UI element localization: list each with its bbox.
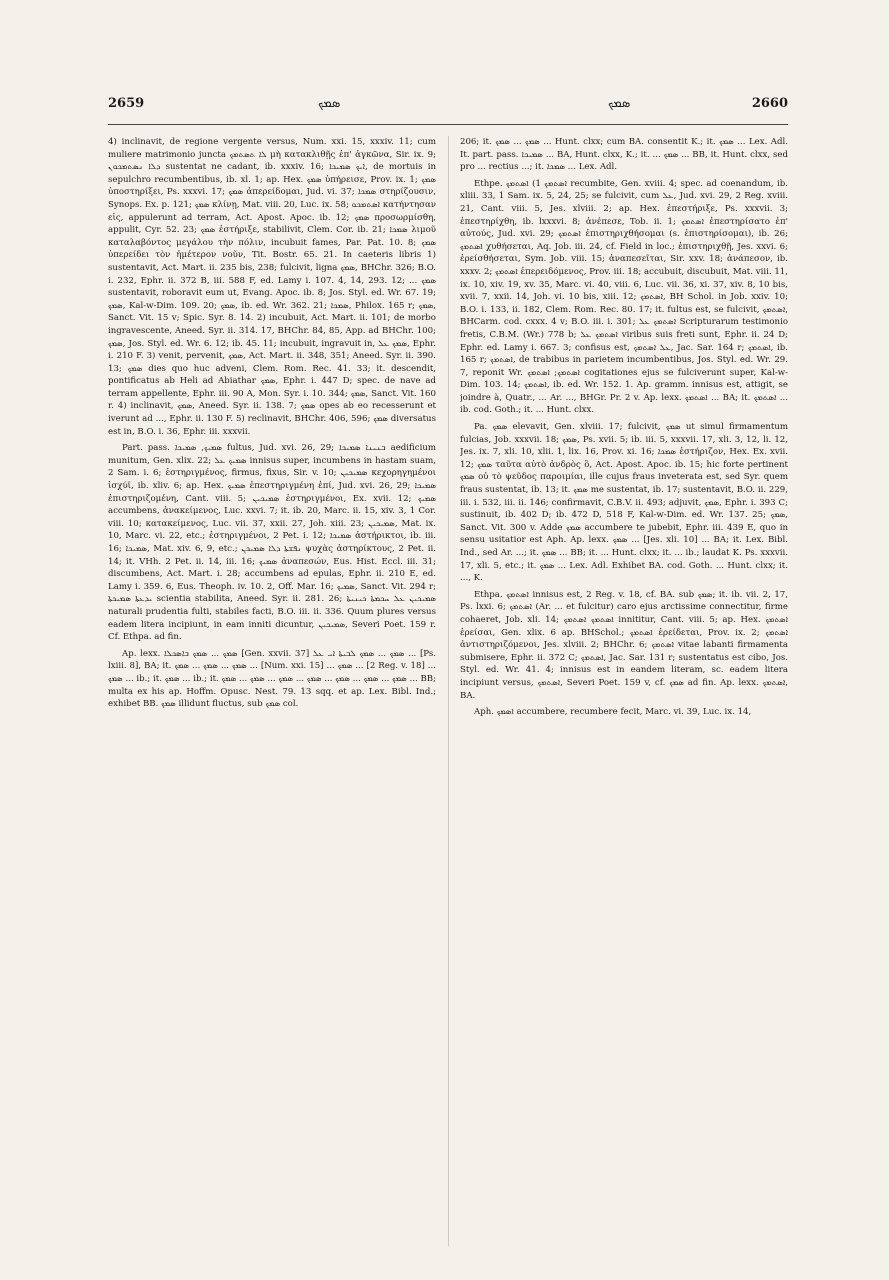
two-column-body xyxy=(108,136,788,1246)
left-column xyxy=(108,136,436,1246)
entry-paragraph: Ethpe. ܐܣܬܡܟ 1) ܐܣܬܡܟ recumbite, Gen. xviii. 4; spec. ad coenandum, ib. xliii. 33, 1 Sam. ix. 5, 24, 25; se fulcivit, cum ܥܠ, Jud. xvi. 29, 2 Reg. xviii. 21, Cant. viii. 5, Jes. xlviii. 2; ap. Hex. ἐπεστήριξε, Ps. xxxvii. 3; ἐπεστηρίχθη, ib. lxxxvi. 8; ἀνέπεσε, Tob. ii. 1; ܐܣܬܡܟ ἐπεστηρίσατο ἐπ' αὐτούς, Jud. xvi. 29; ܐܣܬܡܟ ἐπιστηριχθήσομαι (s. ἐπιστηρίσομαι), ib. 26; ܐܣܬܡܟ χυθήσεται, Aq. Job. iii. 24, cf. Field in loc.; ἐπιστηριχθῇ, Jes. xxvi. 6; ἐρείσθήσεται, Sym. Job. viii. 15; ἀναπεσεῖται, Sir. xxv. 18; ἀνάπεσον, ib. xxxv. 2; ܐܣܬܡܟ ἐπερειδόμενος, Prov. iii. 18; accubuit, discubuit, Mat. viii. 11, ix. 10, xiv. 19, xv. 35, Marc. vi. 40, viii. 6, Luc. vii. 36, xi. 37, xiv. 8, 10 bis, xvii. 7, xxii. 14, Joh. vi. 10 bis, xiii. 12; ܐܣܬܡܟ, BH Schol. in Job. xxiv. 10; B.O. i. 133, ii. 182, Clem. Rom. Rec. 80. 17; it. fultus est, se fulcivit, ܐܣܬܡܟ, BHCarm. cod. cxxx. 4 v; B.O. iii. i. 301; ܐܣܬܡܟ ܥܠ Scripturarum testimonio fretis, C.B.M. (Wr.) 778 b; ܐܣܬܡܟ ܥܠ viribus suis freti sunt, Ephr. ii. 24 D; Ephr. ed. Lamy i. 667. 3; confisus est, ܥܠ ܐܣܬܡܟ, Jac. Sar. 164 r; ܐܣܬܡܟ, ib. 165 r; ܐܣܬܡܟ, de trabibus in parietem incumbentibus, Jos. Styl. ed. Wr. 29. 7, reponit Wr. ܐܣܬܡܟ; ܐܣܬܡܟ cogitationes ejus se fulciverunt super, Kal-w-Dim. 103. 14; ܐܣܬܡܟ, ib. ed. Wr. 152. 1. Ap. gramm. innisus est, attigit, se joindre à, Quatr., ... Ar. ..., BHGr. Pr. 2 v. Ap. lexx. ܐܣܬܡܟ ... BA; it. ܐܣܬܡܟ ... ib. cod. Goth.; it. ... Hunt. clxx. xyxy=(460,178,788,416)
entry-paragraph: Ap. lexx. ܣܡܟ ... ܣܡܟ ܒܐܣܟܠܐ [Gen. xxvii. 37] ܣܡܟ ... ܣܡܟ ܠܒܝܬܐ ܐܝ ܥܠ ... [Ps. lxiii. 8], BA; it. ܣܡܟ ... ܣܡܟ ... ܣܡܟ ... [Num. xxi. 15] ... ܣܡܟ ... [2 Reg. v. 18] ... ܣܡܟ ... ib.; it. ܣܡܟ ... ib.; it. ܣܡܟ ... ܣܡܟ ... ܣܡܟ ... ܣܡܟ ... ܣܡܟ ... ܣܡܟ ... ܣܡܟ ... BB; multa ex his ap. Hoffm. Opusc. Nest. 79. 13 sqq. et ap. Lex. Bibl. Ind.; exhibet BB. ܣܡܟ illidunt fluctus, sub ܣܡܟ col. xyxy=(108,648,436,710)
running-head-right: ܣܡܟ xyxy=(608,96,631,111)
column-divider xyxy=(448,136,449,1246)
entry-paragraph: 206; it. ܣܡܟ ... ܣܡܟ ... Hunt. clxx; cum BA. consentit K.; it. ܣܡܟ ... Lex. Adl. It. part. pass. ܣܡܝܟܐ ... BA, Hunt. clxx, K.; it. ... ܣܡܟ ... BB, it. Hunt. clxx, sed pro ... rectius ...; it. ܣܡܟܐ ... Lex. Adl. xyxy=(460,137,788,173)
entry-paragraph: Part. pass. ܣܡܝܟ, ܣܡܝܟܐ fultus, Jud. xvi. 26, 29; ܒܢܝܢܐ ܣܡܝܟܐ aedificium munitum, Gen. xlix. 22; ܣܡܝܟ ܥܠ innisus super, incumbens in hastam suam, 2 Sam. i. 6; ἐστηριγμένος, firmus, fixus, Sir. v. 10; ܣܡܝܟܝܢ κεχορηγημένοι ἰσχύϊ, ib. xliv. 6; ap. Hex. ܣܡܝܟ ἐπεστηριγμένη ἐπί, Jud. xvi. 26, 29; ܣܡܝܟܐ ἐπιστηριζομένη, Cant. viii. 5; ܣܡܝܟܝܢ ἐστηριγμένοι, Ex. xvii. 12; ܣܡܝܟ accumbens, ἀνακείμενος, Luc. xxvi. 7; it. ib. 20, Marc. ii. 15, xiv. 3, 1 Cor. viii. 10; κατακείμενος, Luc. vii. 37, xxii. 27, Joh. xiii. 23; ܣܡܝܟܝܢ, Mat. ix. 10, Marc. vi. 22, etc.; ἐστηριγμένοι, 2 Pet. i. 12; ܣܡܝܟܐ ἀστήρικτοι, ib. iii. 16; ܣܡܝܟܐ, Mat. xiv. 6, 9, etc.; ܢܦܫܬܐ ܕܠܐ ܣܡܝܟܢ ψυχὰς ἀστηρίκτους, 2 Pet. ii. 14; it. VHh. 2 Pet. ii. 14, iii. 16; ܣܡܝܟ ἀναπεσών, Eus. Hist. Eccl. iii. 31; discumbens, Act. Mart. i. 28; accumbens ad epulas, Ephr. ii. 210 E, ed. Lamy i. 359. 6, Eus. Theoph. iv. 10. 2, Off. Mar. 16; ܣܡܝܟ, Sanct. Vit. 294 r; ܝܕܥܬܐ ܣܡܝܟܬܐ scientia stabilita, Aneed. Syr. ii. 281. 26; ܣܡܝܟܝܢ ܥܠ ܚܟܡܬܐ ܟܝܢܝܬܐ naturali prudentia fulti, stabiles facti, B.O. iii. ii. 336. Quum plures versus eadem litera incipiunt, in eam inniti dicuntur, ܣܡܝܟܝܢ, Severi Poet. 159 r. Cf. Ethpa. ad fin. xyxy=(108,443,436,643)
running-head-left: ܣܡܟ xyxy=(318,96,341,111)
right-column xyxy=(460,136,788,1246)
header-rule xyxy=(108,124,788,125)
entry-paragraph: 4) inclinavit, de regione vergente versus, Num. xxi. 15, xxxiv. 11; cum muliere matrimonio juncta ܠܐ ܬܣܬܡܟ μὴ κατακλιθῇς ἐπ' ἀγκῶνα, Sir. ix. 9; ܕܠܐ ܢܣܬܡܟܘܢ sustentat ne cadant, ib. xxxiv. 16; ܐܝܟ ܣܡܝܟܐ, de mortuis in sepulchro recumbentibus, ib. xl. 1; ap. Hex. ܣܡܟ ὑπήρεισε, Prov. ix. 1; ܣܡܟ ὑποστηρίξει, Ps. xxxvi. 17; ܣܡܟ ἀπερείδομαι, Jud. vi. 37; ܣܡܟܐ στηρίζουσιν, Synops. Ex. p. 121; ܣܡܟ κλίνῃ, Mat. viii. 20, Luc. ix. 58; ܐܣܬܡܟܘ κατήντησαν εἰς, appulerunt ad terram, Act. Apost. Apoc. ib. 12; ܣܡܟ προσωρμίσθη, appulit, Cyr. 52. 23; ܣܡܟ ἐστήριξε, stabilivit, Clem. Cor. ib. 21; ܣܡܟܐ λιμοῦ καταλαβόντος μεγάλου τὴν πόλιν, incubuit fames, Par. Pat. 10. 8; ܣܡܟ ὑπερείδει τὸν ἡμέτερον νοῦν, Tit. Bostr. 65. 21. In caeteris libris 1) sustentavit, Act. Mart. ii. 235 bis, 238; fulcivit, ligna ܣܡܟ, BHChr. 326; B.O. i. 232, Ephr. ii. 372 B, iii. 588 F, ed. Lamy i. 107. 4, 14, 293. 12; ... ܣܡܟ sustentavit, roboravit eum ut, Evang. Apoc. ib. 8; Jos. Styl. ed. Wr. 67. 19; ܣܡܟ, Kal-w-Dim. 109. 20; ܣܡܟ, ib. ed. Wr. 362. 21; ܣܡܟܐ, Philox. 165 r; ܣܡܟ, Sanct. Vit. 15 v; Spic. Syr. 8. 14. 2) incubuit, Act. Mart. ii. 101; de morbo ingravescente, Aneed. Syr. ii. 314. 17, BHChr. 84, 85, App. ad BHChr. 100; ܣܡܟ, Jos. Styl. ed. Wr. 6. 12; ib. 45. 11; incubuit, ingravuit in, ܣܡܟ ܥܠ, Ephr. i. 210 F. 3) venit, pervenit, ܣܡܟ, Act. Mart. ii. 348, 351; Aneed. Syr. ii. 390. 13; ܣܡܟ dies quo huc adveni, Clem. Rom. Rec. 41. 33; it. descendit, pontificatus ab Heli ad Abiathar ܣܡܟ, Ephr. i. 447 D; spec. de nave ad terram appellente, Ephr. iii. 90 A, Mon. Syr. i. 10. 344; ܣܡܟ, Sanct. Vit. 160 r. 4) inclinavit, ܣܡܟ, Aneed. Syr. ii. 138. 7; ܣܡܟ opes ab eo recesserunt et iverunt ad ..., Ephr. ii. 130 F. 5) reclinavit, BHChr. 406, 596; ܣܡܟ diversatus est in, B.O. i. 36, Ephr. iii. xxxvii. xyxy=(108,137,436,437)
entry-paragraph: Ethpa. ܐܣܬܡܟ innisus est, 2 Reg. v. 18, cf. BA. sub ܣܡܟ; it. ib. vii. 2, 17, Ps. lxxi. 6; ܐܣܬܡܟ (Ar. ... et fulcitur) caro ejus arctissime connectitur, firme cohaeret, Job. xli. 14; ܐܣܬܡܟ ܐܣܬܡܟ innititur, Cant. viii. 5; ap. Hex. ܐܣܬܡܟ ἐρείσαι, Gen. xlix. 6 ap. BHSchol.; ܐܣܬܡܟ ἐρείδεται, Prov. ix. 2; ܐܣܬܡܟ ἀντιστηριζόμενοι, Jes. xlviii. 2; BHChr. 6; ܐܣܬܡܟ vitae labanti firmamenta submisere, Ephr. ii. 372 C; ܐܣܬܡܟ, Jac. Sar. 131 r; sustentatus est cibo, Jos. Styl. ed. Wr. 41. 4; innisus est in eandem literam, sc. eadem litera incipiunt versus, ܐܣܬܡܟ, Severi Poet. 159 v, cf. ܣܡܟ ad fin. Ap. lexx. ܐܣܬܡܟ, BA. xyxy=(460,589,788,701)
page-number-right: 2660 xyxy=(751,96,788,111)
entry-paragraph: Pa. ܣܡܟ elevavit, Gen. xlviii. 17; fulcivit, ܣܡܟ ut simul firmamentum fulcias, Job. xxxvii. 18; ܣܡܟ, Ps. xvii. 5; ib. iii. 5, xxxvii. 17, xli. 3, 12, li. 12, Jes. ix. 7, xli. 10, xlii. 1, lix. 16, Prov. xi. 16; ܣܡܟܐ ἐστήριζον, Hex. Ex. xvii. 12; ܣܡܟ ταῦτα αὐτὸ ἀνδρὸς ὃ, Act. Apost. Apoc. ib. 15; hic forte pertinent ܣܡܟ οὐ τὸ ψεῦδος παροιμίαι, ille cujus fraus inveterata est, sed Syr. quem fraus sustentat, ib. 13; it. ܣܡܟ me sustentat, ib. 17; sustentavit, B.O. ii. 229, iii. i. 532, iii. ii. 146; confirmavit, C.B.V. ii. 493; adjuvit, ܣܡܟ, Ephr. i. 393 C; sustinuit, ib. 402 D; ib. 472 D, 518 F, Kal-w-Dim. ed. Wr. 137. 25; ܣܡܟ, Sanct. Vit. 300 v. Adde ܣܡܟ accumbere te jubebit, Ephr. iii. 439 E, quo in sensu usitatior est Aph. Ap. lexx. ܣܡܟ ... [Jes. xli. 10] ... BA; it. Lex. Bibl. Ind., sed Ar. ...; it. ܣܡܟ ... BB; it. ... Hunt. clxx; it. ... ib.; laudat K. Ps. xxxvii. 17, xli. 5, etc.; it. ܣܡܟ ... Lex. Adl. Exhibet BA. cod. Goth. ... Hunt. clxx; it. ..., K. xyxy=(460,422,788,584)
entry-paragraph: Aph. ܐܣܡܟ accumbere, recumbere fecit, Marc. vi. 39, Luc. ix. 14, xyxy=(474,707,752,718)
page-header xyxy=(108,96,788,118)
page-number-left: 2659 xyxy=(108,96,145,111)
